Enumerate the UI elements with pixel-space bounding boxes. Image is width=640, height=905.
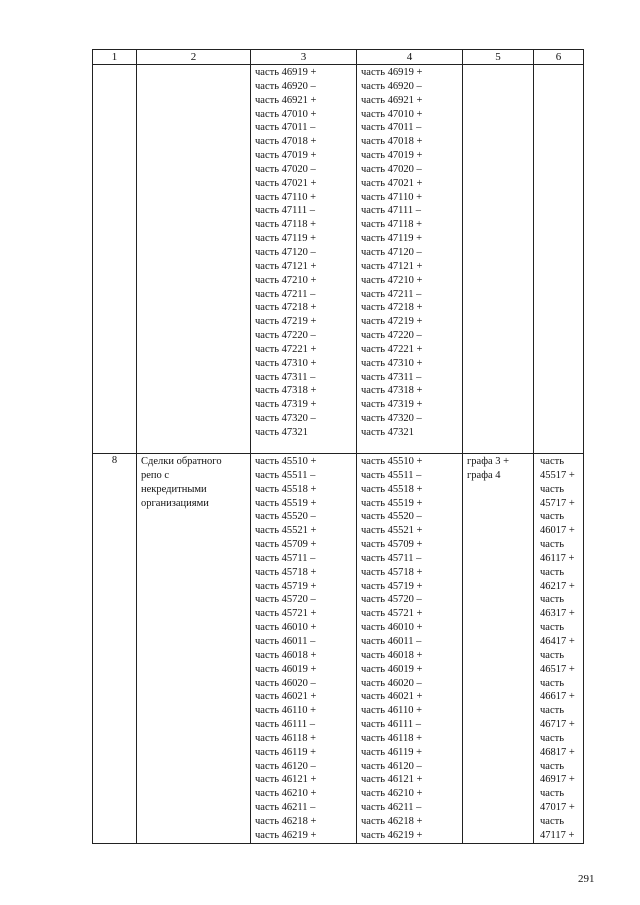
cell-line: часть xyxy=(540,760,564,772)
cell-line: часть 47118 + xyxy=(255,219,317,231)
cell-line: часть 47118 + xyxy=(361,219,423,231)
header-col-1: 1 xyxy=(93,50,137,65)
cell-line: часть 46119 + xyxy=(361,746,423,758)
cell-line: часть 47311 – xyxy=(255,371,316,383)
cell-line: часть 46921 + xyxy=(255,94,317,106)
cell-line: часть 47220 – xyxy=(361,330,422,342)
cell-line: часть 46219 + xyxy=(361,829,423,841)
cell-line: часть 47219 + xyxy=(255,316,317,328)
cell-line: часть 47321 xyxy=(361,426,414,438)
cell-line: графа 3 + xyxy=(467,456,510,467)
cell-line: 46217 + xyxy=(540,580,575,592)
cell-line: 47017 + xyxy=(540,802,575,814)
cell-line: часть 46011 – xyxy=(361,635,422,647)
header-col-6: 6 xyxy=(534,50,584,65)
cell-line: часть 46919 + xyxy=(255,67,317,78)
cell-line: часть 46921 + xyxy=(361,94,423,106)
cell-line: часть 47119 + xyxy=(255,233,317,245)
cell-line: часть 46021 + xyxy=(361,691,423,703)
cell-line: часть 47011 – xyxy=(255,122,316,134)
header-col-3: 3 xyxy=(251,50,357,65)
cell-line: часть 45511 – xyxy=(361,469,422,481)
cell-line: 45517 + xyxy=(540,469,575,481)
cell-line: часть 47019 + xyxy=(361,150,423,162)
cell-line: часть 47120 – xyxy=(255,246,316,258)
cell-line: часть 45520 – xyxy=(255,511,316,523)
col5-formula xyxy=(463,65,534,454)
cell-line: часть 45521 + xyxy=(255,525,317,537)
cell-line: часть 45709 + xyxy=(255,539,317,551)
cell-line: часть 46111 – xyxy=(255,719,315,731)
cell-line: часть xyxy=(540,815,564,827)
cell-line: часть 45519 + xyxy=(361,497,423,509)
cell-line: часть 47020 – xyxy=(255,163,316,175)
col4-accounts xyxy=(357,65,463,454)
cell-line: часть 47121 + xyxy=(361,260,423,272)
cell-line: часть 46219 + xyxy=(255,829,317,841)
cell-line: часть 46210 + xyxy=(255,788,317,800)
cell-line: часть 47121 + xyxy=(255,260,317,272)
cell-line: часть 45718 + xyxy=(255,566,317,578)
row-name xyxy=(137,454,251,844)
cell-line: часть xyxy=(540,539,564,551)
cell-line: часть 46118 + xyxy=(361,732,423,744)
cell-line: часть 46120 – xyxy=(255,760,316,772)
cell-line: часть xyxy=(540,732,564,744)
col6-accounts xyxy=(534,454,584,844)
cell-line: часть 45520 – xyxy=(361,511,422,523)
cell-line: часть 47018 + xyxy=(361,136,423,148)
cell-line: 46017 + xyxy=(540,525,575,537)
cell-line: часть 46218 + xyxy=(361,815,423,827)
cell-line: часть 47321 xyxy=(255,426,308,438)
header-col-5: 5 xyxy=(463,50,534,65)
header-col-2: 2 xyxy=(137,50,251,65)
cell-line: часть 47211 – xyxy=(361,288,422,300)
cell-line: часть 47318 + xyxy=(255,385,317,397)
cell-line: часть 47211 – xyxy=(255,288,316,300)
cell-line: часть 46118 + xyxy=(255,732,317,744)
col6-accounts xyxy=(534,65,584,454)
cell-line: часть 46021 + xyxy=(255,691,317,703)
cell-line: часть 47319 + xyxy=(361,399,423,411)
cell-line: часть 45720 – xyxy=(361,594,422,606)
cell-line: часть 47018 + xyxy=(255,136,317,148)
cell-line: часть 45720 – xyxy=(255,594,316,606)
cell-line: 46617 + xyxy=(540,691,575,703)
cell-line: часть 47119 + xyxy=(361,233,423,245)
cell-line: часть 45721 + xyxy=(361,608,423,620)
cell-line: часть 46020 – xyxy=(361,677,422,689)
cell-line: часть 47210 + xyxy=(361,274,423,286)
col4-accounts xyxy=(357,454,463,844)
cell-line: 46317 + xyxy=(540,608,575,620)
cell-line: часть 46020 – xyxy=(255,677,316,689)
cell-line: часть 46920 – xyxy=(255,80,316,92)
cell-line: 46917 + xyxy=(540,774,575,786)
cell-line: часть 46210 + xyxy=(361,788,423,800)
cell-line: 46117 + xyxy=(540,552,575,564)
cell-line: часть 46110 + xyxy=(361,705,423,717)
cell-line: часть 47218 + xyxy=(255,302,317,314)
cell-line: часть xyxy=(540,511,564,523)
cell-line: часть 47020 – xyxy=(361,163,422,175)
table-row xyxy=(93,65,584,454)
cell-line: часть 46018 + xyxy=(361,649,423,661)
cell-line: часть 47010 + xyxy=(361,108,423,120)
table-row xyxy=(93,454,584,844)
cell-line: часть 47320 – xyxy=(255,413,316,425)
cell-line: часть 47111 – xyxy=(255,205,315,217)
cell-line: 46717 + xyxy=(540,719,575,731)
table-header-row xyxy=(93,50,584,65)
cell-line: часть 45510 + xyxy=(255,456,317,467)
cell-line: 46417 + xyxy=(540,635,575,647)
cell-line: часть 46111 – xyxy=(361,719,421,731)
cell-line: часть 47221 + xyxy=(255,343,317,355)
cell-line: часть 47218 + xyxy=(361,302,423,314)
cell-line: часть 46010 + xyxy=(255,622,317,634)
cell-line: часть xyxy=(540,705,564,717)
cell-line: часть 45511 – xyxy=(255,469,316,481)
cell-line: часть 45518 + xyxy=(255,483,317,495)
cell-line: часть 46010 + xyxy=(361,622,423,634)
cell-line: часть 47220 – xyxy=(255,330,316,342)
col3-accounts xyxy=(251,65,357,454)
cell-line: часть 47210 + xyxy=(255,274,317,286)
cell-line: 46817 + xyxy=(540,746,575,758)
cell-line: часть 46121 + xyxy=(361,774,423,786)
cell-line: часть 45721 + xyxy=(255,608,317,620)
cell-line: часть 46211 – xyxy=(255,802,316,814)
cell-line: организациями xyxy=(141,497,209,509)
cell-line: часть 45719 + xyxy=(255,580,317,592)
cell-line: часть 45711 – xyxy=(255,552,316,564)
cell-line: часть 47010 + xyxy=(255,108,317,120)
cell-line: часть 47221 + xyxy=(361,343,423,355)
cell-line: часть xyxy=(540,456,564,467)
cell-line: часть 46121 + xyxy=(255,774,317,786)
row-number: 8 xyxy=(93,454,137,844)
cell-line: часть 45510 + xyxy=(361,456,423,467)
col3-accounts xyxy=(251,454,357,844)
cell-line: часть xyxy=(540,677,564,689)
cell-line: часть xyxy=(540,594,564,606)
cell-line: часть 46920 – xyxy=(361,80,422,92)
cell-line: часть 47310 + xyxy=(361,357,423,369)
cell-line: часть 47111 – xyxy=(361,205,421,217)
cell-line: часть 46019 + xyxy=(361,663,423,675)
cell-line: часть 47011 – xyxy=(361,122,422,134)
cell-line: часть 47310 + xyxy=(255,357,317,369)
cell-line: часть 46018 + xyxy=(255,649,317,661)
cell-line: часть 46110 + xyxy=(255,705,317,717)
page-number: 291 xyxy=(578,873,595,885)
cell-line: часть 47319 + xyxy=(255,399,317,411)
cell-line: часть 47110 + xyxy=(361,191,423,203)
cell-line: часть xyxy=(540,483,564,495)
row-number xyxy=(93,65,137,454)
header-col-4: 4 xyxy=(357,50,463,65)
cell-line: репо с xyxy=(141,469,170,481)
cell-line: часть 47311 – xyxy=(361,371,422,383)
cell-line: 45717 + xyxy=(540,497,575,509)
cell-line: часть 47110 + xyxy=(255,191,317,203)
cell-line: часть 46211 – xyxy=(361,802,422,814)
cell-line: часть 47318 + xyxy=(361,385,423,397)
cell-line: часть 46218 + xyxy=(255,815,317,827)
cell-line: часть 47320 – xyxy=(361,413,422,425)
cell-line: часть xyxy=(540,649,564,661)
cell-line: часть 47219 + xyxy=(361,316,423,328)
cell-line: часть xyxy=(540,788,564,800)
col5-formula xyxy=(463,454,534,844)
cell-line: часть 45518 + xyxy=(361,483,423,495)
cell-line: часть xyxy=(540,566,564,578)
cell-line: часть 45709 + xyxy=(361,539,423,551)
cell-line: часть 45719 + xyxy=(361,580,423,592)
cell-line: 46517 + xyxy=(540,663,575,675)
cell-line: часть 46120 – xyxy=(361,760,422,772)
cell-line: часть 47021 + xyxy=(255,177,317,189)
cell-line: часть 45711 – xyxy=(361,552,422,564)
cell-line: часть 47021 + xyxy=(361,177,423,189)
cell-line: часть 46011 – xyxy=(255,635,316,647)
cell-line: часть 45519 + xyxy=(255,497,317,509)
rules-table xyxy=(92,49,584,844)
cell-line: часть xyxy=(540,622,564,634)
cell-line: некредитными xyxy=(141,483,207,495)
cell-line: часть 46119 + xyxy=(255,746,317,758)
cell-line: часть 47120 – xyxy=(361,246,422,258)
row-name xyxy=(137,65,251,454)
cell-line: часть 46919 + xyxy=(361,67,423,78)
cell-line: Сделки обратного xyxy=(141,456,222,467)
cell-line: графа 4 xyxy=(467,469,501,481)
cell-line: 47117 + xyxy=(540,829,575,841)
cell-line: часть 45718 + xyxy=(361,566,423,578)
cell-line: часть 46019 + xyxy=(255,663,317,675)
cell-line: часть 47019 + xyxy=(255,150,317,162)
cell-line: часть 45521 + xyxy=(361,525,423,537)
